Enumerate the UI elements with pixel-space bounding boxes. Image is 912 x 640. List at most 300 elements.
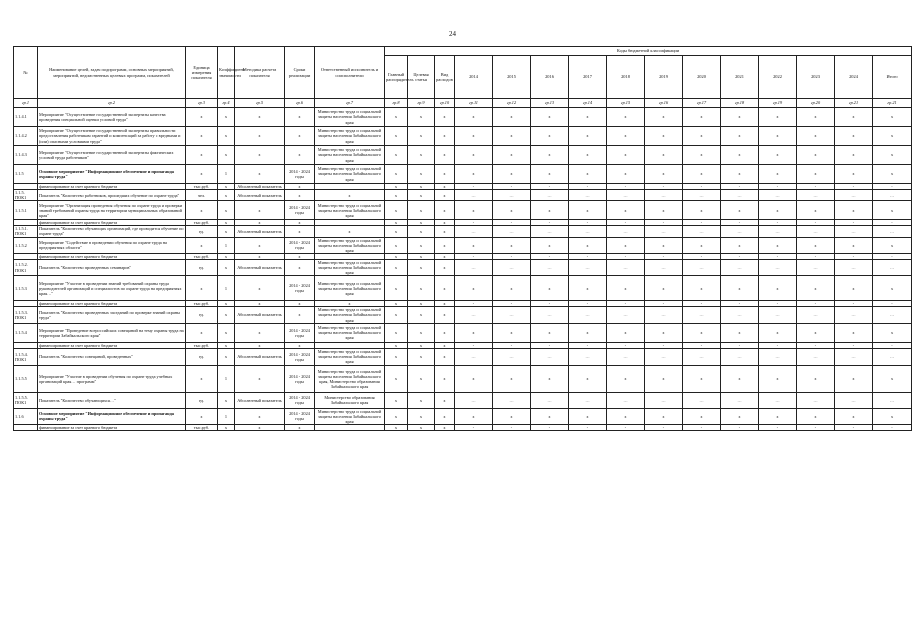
table-cell: х (873, 408, 912, 424)
table-cell: х (218, 323, 235, 342)
table-cell: х (797, 165, 835, 184)
table-cell: - (645, 301, 683, 307)
table-cell: х (408, 226, 435, 237)
row-number-cell: 1.1.5. ПОК1 (14, 190, 38, 201)
row-title-cell: финансирование за счет краевого бюджета (38, 424, 186, 430)
table-cell: х (285, 220, 315, 226)
table-cell: Министерство труда и социальной защиты населения Забайкальского края (315, 323, 385, 342)
table-cell: … (759, 307, 797, 323)
table-cell: х (569, 146, 607, 165)
table-cell: х (721, 408, 759, 424)
table-cell: х (531, 146, 569, 165)
table-cell: х (408, 190, 435, 201)
table-cell: х (759, 201, 797, 220)
table-cell: - (493, 301, 531, 307)
table-cell: х (455, 408, 493, 424)
table-cell: - (759, 220, 797, 226)
table-cell: - (759, 253, 797, 259)
col-header: Методика расчета показателя (235, 47, 285, 99)
table-cell: х (493, 365, 531, 392)
table-cell: … (645, 190, 683, 201)
table-cell: … (493, 190, 531, 201)
table-cell: х (569, 108, 607, 127)
table-cell: х (531, 365, 569, 392)
table-cell: - (835, 184, 873, 190)
table-cell: - (759, 301, 797, 307)
table-cell: х (569, 201, 607, 220)
table-cell: х (645, 365, 683, 392)
table-cell: - (455, 424, 493, 430)
table-row (14, 259, 912, 275)
table-cell: ед. (186, 348, 218, 365)
table-cell: 1 (218, 408, 235, 424)
table-cell: х (435, 301, 455, 307)
table-row (14, 237, 912, 253)
table-cell: … (531, 392, 569, 408)
table-cell: … (721, 307, 759, 323)
table-cell: - (683, 253, 721, 259)
table-cell: - (873, 424, 912, 430)
table-cell: … (531, 259, 569, 275)
table-cell: - (835, 253, 873, 259)
table-row (14, 307, 912, 323)
table-cell: - (569, 220, 607, 226)
table-cell: … (797, 259, 835, 275)
table-cell: х (186, 201, 218, 220)
row-number-cell: 1.1.4.1 (14, 108, 38, 127)
table-row (14, 408, 912, 424)
table-cell: - (531, 253, 569, 259)
table-cell: х (235, 408, 285, 424)
row-number-cell: 1.1.5.3. ПОК1 (14, 307, 38, 323)
table-cell: ед. (186, 392, 218, 408)
row-title-cell: финансирование за счет краевого бюджета (38, 184, 186, 190)
column-index-cell: гр.13 (531, 99, 569, 108)
table-cell: х (683, 201, 721, 220)
table-cell: Министерство труда и социальной защиты населения Забайкальского края (315, 259, 385, 275)
row-number-cell: 1.1.5.3 (14, 276, 38, 301)
table-row (14, 348, 912, 365)
table-cell: … (873, 190, 912, 201)
col-header: Сроки реализации (285, 47, 315, 99)
table-cell: х (385, 184, 408, 190)
table-cell: … (493, 392, 531, 408)
table-cell: х (218, 226, 235, 237)
table-cell: х (607, 276, 645, 301)
table-cell: х (408, 392, 435, 408)
table-cell: … (493, 226, 531, 237)
table-cell: х (645, 408, 683, 424)
table-cell: - (721, 342, 759, 348)
table-cell: - (759, 424, 797, 430)
table-cell: х (385, 307, 408, 323)
table-row (14, 127, 912, 146)
table-cell: … (569, 259, 607, 275)
table-cell: х (645, 276, 683, 301)
row-number-cell: 1.1.4.3 (14, 146, 38, 165)
table-cell: … (493, 307, 531, 323)
table-cell: х (435, 146, 455, 165)
table-cell: х (408, 220, 435, 226)
table-cell: ед. (186, 259, 218, 275)
table-cell: х (721, 365, 759, 392)
table-cell: - (759, 342, 797, 348)
table-cell: х (218, 146, 235, 165)
table-cell: х (285, 127, 315, 146)
col-header: 2019 (645, 56, 683, 99)
row-title-cell: Показатель "Количество совещаний, проведенных" (38, 348, 186, 365)
table-cell: … (683, 226, 721, 237)
table-cell: х (435, 190, 455, 201)
table-cell: х (835, 108, 873, 127)
table-cell: х (186, 408, 218, 424)
table-cell: Министерство труда и социальной защиты населения Забайкальского края (315, 146, 385, 165)
table-cell: … (759, 190, 797, 201)
table-cell: Министерство труда и социальной защиты населения Забайкальского края (315, 408, 385, 424)
table-cell: х (683, 237, 721, 253)
table-cell: Министерство труда и социальной защиты населения Забайкальского края (315, 108, 385, 127)
table-cell: х (235, 201, 285, 220)
col-header: Целевая статья (408, 56, 435, 99)
col-header: 2014 (455, 56, 493, 99)
table-cell: х (759, 237, 797, 253)
table-cell: … (721, 392, 759, 408)
table-cell: … (797, 190, 835, 201)
table-cell: х (218, 348, 235, 365)
table-cell: х (759, 108, 797, 127)
table-cell: … (721, 190, 759, 201)
table-cell: … (569, 348, 607, 365)
table-cell: х (385, 237, 408, 253)
table-cell: х (218, 108, 235, 127)
table-cell: х (531, 237, 569, 253)
table-cell: х (218, 307, 235, 323)
table-cell: тыс.руб. (186, 253, 218, 259)
table-cell: 2014 - 2024 годы (285, 165, 315, 184)
table-row (14, 323, 912, 342)
col-header: Коэффициент значимости (218, 47, 235, 99)
row-number-cell: 1.1.5.2. ПОК1 (14, 259, 38, 275)
table-cell: х (493, 201, 531, 220)
table-cell: х (797, 276, 835, 301)
table-cell: - (531, 301, 569, 307)
table-row (14, 392, 912, 408)
budget-group-header: Коды бюджетной классификации (385, 47, 912, 56)
table-cell: 1 (218, 365, 235, 392)
table-cell: х (435, 165, 455, 184)
table-cell: х (683, 365, 721, 392)
table-cell: х (218, 301, 235, 307)
table-cell: х (569, 365, 607, 392)
column-index-cell: гр.21 (873, 99, 912, 108)
table-cell: … (797, 226, 835, 237)
table-cell: х (797, 237, 835, 253)
table-cell: х (797, 146, 835, 165)
row-number-cell: 1.1.5.5. ПОК1 (14, 392, 38, 408)
table-cell: чел. (186, 190, 218, 201)
table-cell: - (835, 342, 873, 348)
table-cell: х (385, 146, 408, 165)
table-cell: х (873, 201, 912, 220)
column-index-cell: гр.4 (218, 99, 235, 108)
table-body (14, 108, 912, 431)
column-index-cell: гр.10 (435, 99, 455, 108)
table-cell: … (493, 259, 531, 275)
table-cell: - (835, 424, 873, 430)
row-title-cell: Мероприятие "Содействие в проведении обучения по охране труда на предприятиях области" (38, 237, 186, 253)
table-cell: х (385, 276, 408, 301)
table-cell: ед. (186, 226, 218, 237)
row-title-cell: финансирование за счет краевого бюджета (38, 220, 186, 226)
row-title-cell: Показатель "Количество проведенных заседаний по проверке знаний охраны труда" (38, 307, 186, 323)
table-cell: х (235, 301, 285, 307)
table-cell: - (569, 424, 607, 430)
table-cell: х (285, 342, 315, 348)
column-index-cell: гр.9 (408, 99, 435, 108)
table-cell: - (835, 220, 873, 226)
table-cell: х (385, 201, 408, 220)
table-cell: х (385, 165, 408, 184)
row-number-cell (14, 424, 38, 430)
table-cell: х (873, 276, 912, 301)
table-cell: х (873, 146, 912, 165)
table-cell: х (455, 146, 493, 165)
table-row (14, 165, 912, 184)
table-cell: - (607, 342, 645, 348)
table-cell: х (186, 323, 218, 342)
table-cell: х (435, 226, 455, 237)
table-cell: х (385, 108, 408, 127)
table-cell: - (493, 253, 531, 259)
table-cell: - (797, 184, 835, 190)
table-cell: … (531, 348, 569, 365)
table-cell: … (531, 307, 569, 323)
table-cell: х (531, 276, 569, 301)
table-cell: х (683, 323, 721, 342)
table-cell: х (683, 127, 721, 146)
table-cell: х (218, 392, 235, 408)
table-cell: - (645, 184, 683, 190)
table-cell: - (721, 424, 759, 430)
table-cell: х (607, 237, 645, 253)
col-header: 2020 (683, 56, 721, 99)
col-header: Ответственный исполнитель и соисполнители (315, 47, 385, 99)
table-cell: … (797, 348, 835, 365)
table-cell: х (435, 424, 455, 430)
table-cell: х (797, 365, 835, 392)
row-title-cell: Мероприятие "Осуществление государственной экспертизы правильности предоставления работникам гарантий и компенсаций за работу с вредными и (или) опасными условиями труда" (38, 127, 186, 146)
column-index-cell: гр.8 (385, 99, 408, 108)
row-number-cell: 1.1.5.1. ПОК1 (14, 226, 38, 237)
table-cell: Министерство труда и социальной защиты населения Забайкальского края (315, 276, 385, 301)
table-cell: х (235, 220, 285, 226)
table-cell: х (835, 323, 873, 342)
table-cell: х (235, 127, 285, 146)
table-cell: х (531, 165, 569, 184)
table-cell: х (285, 253, 315, 259)
table-cell: … (835, 307, 873, 323)
table-cell: … (531, 190, 569, 201)
table-cell: х (435, 201, 455, 220)
table-cell: х (435, 127, 455, 146)
table-cell: х (531, 127, 569, 146)
row-title-cell: финансирование за счет краевого бюджета (38, 253, 186, 259)
column-index-cell: гр.7 (315, 99, 385, 108)
col-header: Наименование целей, задач подпрограмм, основных мероприятий, мероприятий, ведомственных целевых программ, показателей (38, 47, 186, 99)
table-cell: х (285, 146, 315, 165)
table-cell: х (873, 323, 912, 342)
table-cell: 2014 - 2024 годы (285, 276, 315, 301)
table-cell: х (235, 365, 285, 392)
column-index-cell: гр.14 (569, 99, 607, 108)
table-cell: 2014 - 2024 годы (285, 365, 315, 392)
table-cell: х (385, 348, 408, 365)
row-title-cell: Основное мероприятие "Информационное обеспечение и пропаганда охраны труда" (38, 165, 186, 184)
table-cell: х (218, 184, 235, 190)
table-cell: х (797, 323, 835, 342)
table-cell: … (683, 259, 721, 275)
table-cell: х (493, 127, 531, 146)
table-cell: х (435, 108, 455, 127)
row-title-cell: Показатель "Количество проведенных семинаров" (38, 259, 186, 275)
table-cell: х (455, 127, 493, 146)
table-cell: х (235, 146, 285, 165)
table-cell: х (759, 323, 797, 342)
table-cell: х (683, 165, 721, 184)
table-cell: … (873, 259, 912, 275)
table-cell: … (835, 259, 873, 275)
row-title-cell: Мероприятие "Организация проведения обучения по охране труда и проверки знаний требований охраны труда на территории муниципальных образований края" (38, 201, 186, 220)
table-cell: … (797, 392, 835, 408)
table-cell: х (408, 127, 435, 146)
table-cell: - (455, 253, 493, 259)
table-cell: … (607, 348, 645, 365)
table-cell: … (873, 226, 912, 237)
column-index-cell: гр.17 (683, 99, 721, 108)
table-cell: х (435, 307, 455, 323)
table-cell: х (607, 165, 645, 184)
table-cell: … (455, 226, 493, 237)
table-cell: х (721, 165, 759, 184)
table-cell: … (569, 226, 607, 237)
table-cell: х (873, 127, 912, 146)
table-cell: х (186, 237, 218, 253)
table-cell: 1 (218, 237, 235, 253)
table-cell: х (186, 108, 218, 127)
table-cell: х (455, 108, 493, 127)
table-cell: Абсолютный показатель (235, 226, 285, 237)
row-title-cell: Показатель "Количество обучающихся…" (38, 392, 186, 408)
table-cell: … (835, 348, 873, 365)
table-cell: … (455, 259, 493, 275)
table-cell: х (797, 108, 835, 127)
table-cell: х (385, 220, 408, 226)
table-cell: … (455, 392, 493, 408)
table-cell: х (569, 323, 607, 342)
table-cell: х (408, 108, 435, 127)
table-cell: х (435, 276, 455, 301)
table-cell: х (235, 323, 285, 342)
table-cell: х (218, 424, 235, 430)
table-cell: х (186, 276, 218, 301)
row-title-cell: Мероприятие "Осуществление государственной экспертизы качества проведения специальной оценки условий труда" (38, 108, 186, 127)
table-cell: 2014 - 2024 годы (285, 323, 315, 342)
table-cell: Министерство труда и социальной защиты населения Забайкальского края (315, 127, 385, 146)
table-cell: х (683, 276, 721, 301)
table-cell: - (493, 342, 531, 348)
table-cell: х (645, 146, 683, 165)
table-cell: … (721, 348, 759, 365)
table-cell: х (531, 108, 569, 127)
table-cell: х (721, 237, 759, 253)
table-row (14, 201, 912, 220)
table-cell: х (385, 226, 408, 237)
table-cell: х (385, 342, 408, 348)
program-table (13, 46, 912, 431)
table-cell: 2014 - 2024 годы (285, 392, 315, 408)
table-cell: х (285, 108, 315, 127)
table-cell: - (645, 342, 683, 348)
table-cell: х (455, 201, 493, 220)
table-cell: х (435, 237, 455, 253)
table-cell: х (408, 301, 435, 307)
table-cell: х (285, 190, 315, 201)
table-cell: х (645, 127, 683, 146)
table-cell: - (683, 301, 721, 307)
table-row (14, 424, 912, 430)
table-cell: х (835, 165, 873, 184)
table-cell: х (218, 253, 235, 259)
table-cell: х (797, 201, 835, 220)
table-cell: х (385, 259, 408, 275)
table-cell: х (408, 424, 435, 430)
table-cell: х (435, 184, 455, 190)
table-cell: х (607, 127, 645, 146)
table-cell: Министерство труда и социальной защиты населения Забайкальского края (315, 165, 385, 184)
table-cell: х (435, 348, 455, 365)
table-cell: тыс.руб. (186, 301, 218, 307)
table-cell: х (569, 237, 607, 253)
column-index-cell: гр.2 (38, 99, 186, 108)
table-cell: - (607, 184, 645, 190)
table-cell: … (607, 307, 645, 323)
table-cell: х (385, 365, 408, 392)
table-cell: 2014 - 2024 годы (285, 201, 315, 220)
table-cell: - (797, 424, 835, 430)
table-cell: … (607, 392, 645, 408)
table-cell: х (607, 323, 645, 342)
table-cell: х (385, 408, 408, 424)
table-cell: х (385, 392, 408, 408)
table-cell: х (235, 424, 285, 430)
col-header: 2015 (493, 56, 531, 99)
table-cell: … (645, 348, 683, 365)
row-title-cell: Мероприятие "Проведение всероссийских совещаний на тему охраны труда на территории Забайкальского края" (38, 323, 186, 342)
table-cell: - (683, 342, 721, 348)
table-cell: Абсолютный показатель (235, 259, 285, 275)
table-cell: х (759, 276, 797, 301)
table-cell: … (873, 348, 912, 365)
table-cell: х (455, 276, 493, 301)
table-cell: - (645, 424, 683, 430)
table-cell: х (235, 253, 285, 259)
column-index-cell: гр.12 (493, 99, 531, 108)
table-cell: х (759, 408, 797, 424)
table-cell: - (569, 301, 607, 307)
table-cell: х (315, 226, 385, 237)
table-cell: х (315, 301, 385, 307)
column-index-cell: гр.16 (645, 99, 683, 108)
